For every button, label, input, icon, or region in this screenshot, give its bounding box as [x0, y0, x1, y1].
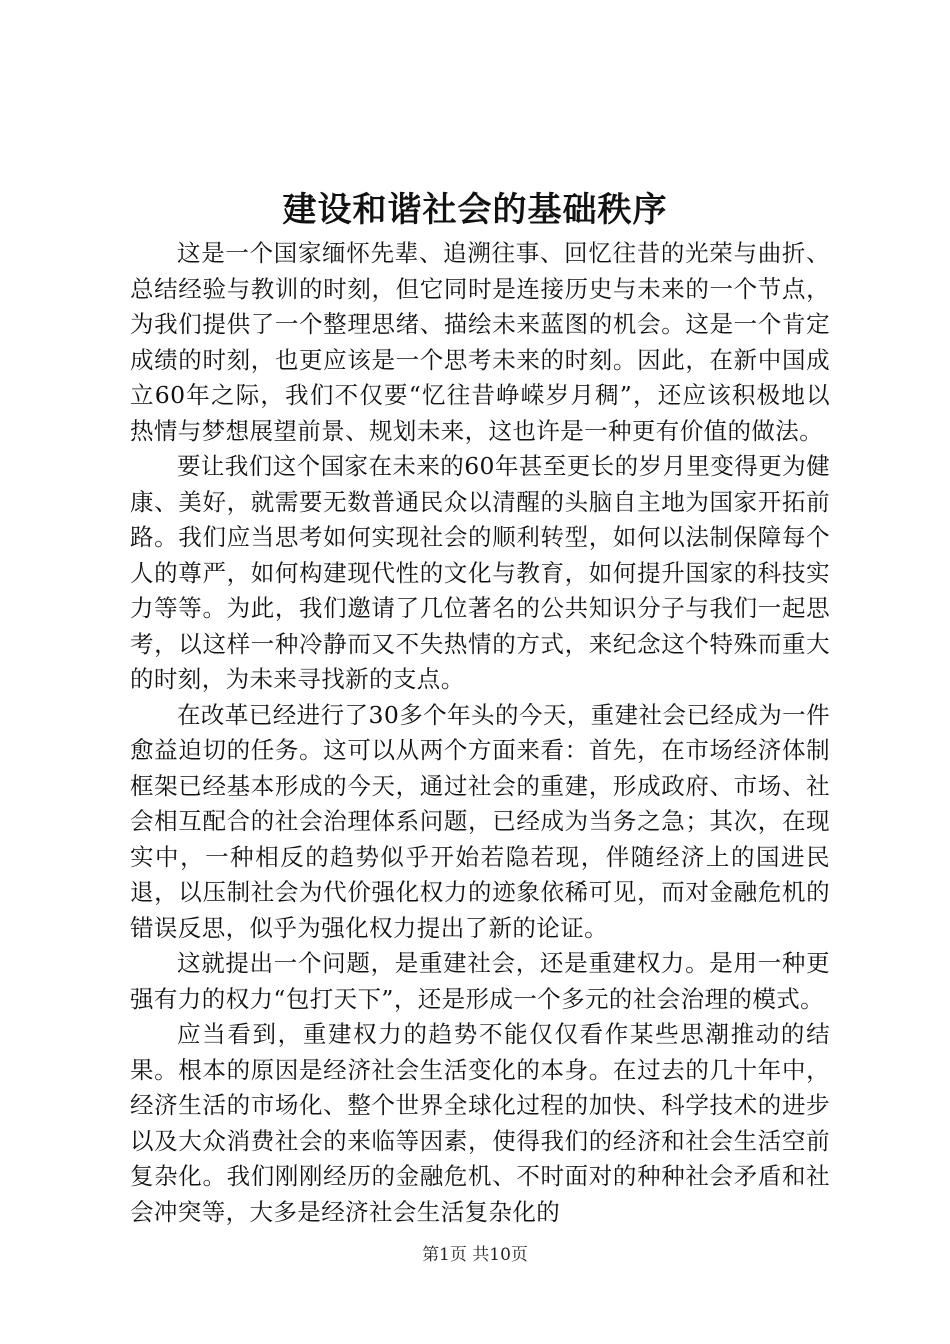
document-body	[130, 236, 830, 1230]
paragraph-5: 应当看到，重建权力的趋势不能仅仅看作某些思潮推动的结果。根本的原因是经济社会生活变化的本身。在过去的几十年中，经济生活的市场化、整个世界全球化过程的加快、科学技术的进步以及大众消费社会的来临等因素，使得我们的经济和社会生活空前复杂化。我们刚刚经历的金融危机、不时面对的种种社会矛盾和社会冲突等，大多是经济社会生活复杂化的	[130, 1020, 830, 1226]
paragraph-1: 这是一个国家缅怀先辈、追溯往事、回忆往昔的光荣与曲折、总结经验与教训的时刻，但它同时是连接历史与未来的一个节点，为我们提供了一个整理思绪、描绘未来蓝图的机会。这是一个肯定成绩的时刻，也更应该是一个思考未来的时刻。因此，在新中国成立60年之际，我们不仅要“忆往昔峥嵘岁月稠”，还应该积极地以热情与梦想展望前景、规划未来，这也许是一种更有价值的做法。	[130, 239, 830, 445]
paragraph-2: 要让我们这个国家在未来的60年甚至更长的岁月里变得更为健康、美好，就需要无数普通民众以清醒的头脑自主地为国家开拓前路。我们应当思考如何实现社会的顺利转型，如何以法制保障每个人的尊严，如何构建现代性的文化与教育，如何提升国家的科技实力等等。为此，我们邀请了几位著名的公共知识分子与我们一起思考，以这样一种冷静而又不失热情的方式，来纪念这个特殊而重大的时刻，为未来寻找新的支点。	[130, 452, 830, 693]
paragraph-4: 这就提出一个问题，是重建社会，还是重建权力。是用一种更强有力的权力“包打天下”，还是形成一个多元的社会治理的模式。	[130, 949, 830, 1013]
page-footer: 第1页 共10页	[422, 1245, 528, 1265]
document-title: 建设和谐社会的基础秩序	[282, 190, 668, 230]
paragraph-3: 在改革已经进行了30多个年头的今天，重建社会已经成为一件愈益迫切的任务。这可以从两个方面来看：首先，在市场经济体制框架已经基本形成的今天，通过社会的重建，形成政府、市场、社会相互配合的社会治理体系问题，已经成为当务之急；其次，在现实中，一种相反的趋势似乎开始若隐若现，伴随经济上的国进民退，以压制社会为代价强化权力的迹象依稀可见，而对金融危机的错误反思，似乎为强化权力提出了新的论证。	[130, 700, 830, 942]
